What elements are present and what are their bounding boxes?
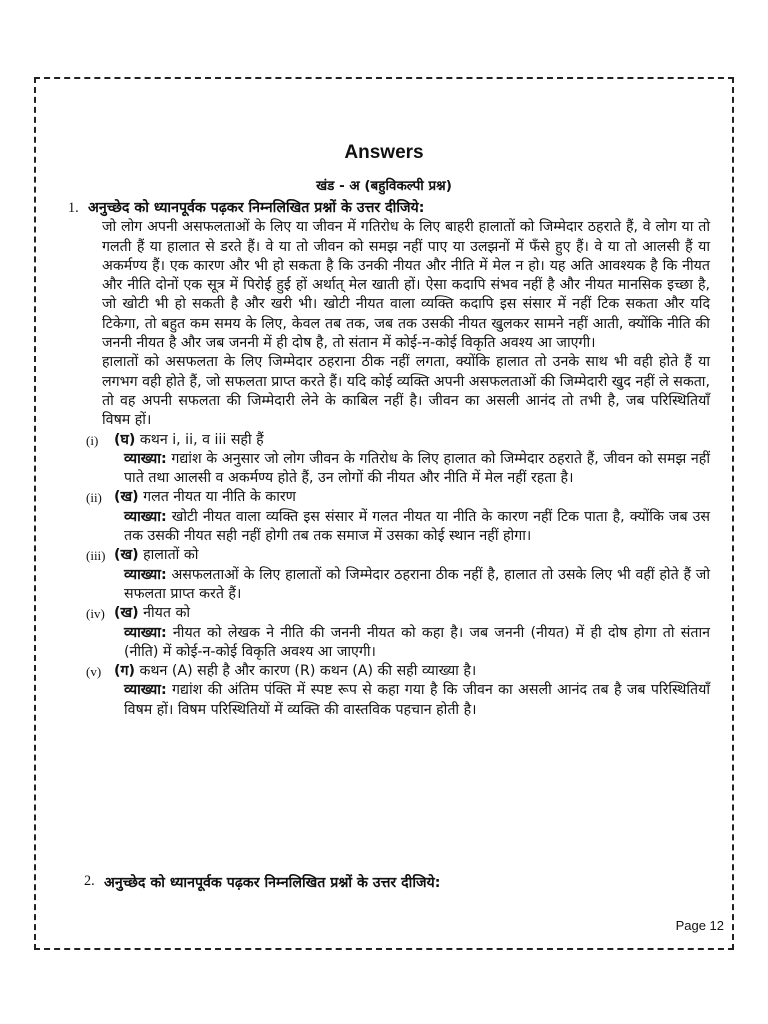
answer-item [86, 488, 711, 546]
answer-text: कथन i, ii, व iii सही हैं [139, 431, 264, 448]
explanation-text: गद्यांश की अंतिम पंक्ति में स्पष्ट रूप से कहा गया है कि जीवन का असली आनंद तब है जब परिस्थितियाँ विषम हों। विषम परिस्थितियों में व्यक्ति की वास्तविक पहचान होती है। [124, 682, 711, 718]
question-2-heading [84, 873, 441, 892]
explanation [124, 566, 710, 605]
answer-text: नीयत को [143, 605, 191, 622]
explanation-label: व्याख्या: [124, 682, 167, 699]
answer-number: (i) [86, 432, 99, 448]
answer-item [86, 662, 711, 720]
explanation [124, 624, 710, 663]
answer-number: (iii) [86, 548, 106, 564]
answer-item [86, 431, 710, 489]
explanation-label: व्याख्या: [124, 566, 167, 583]
explanation-label: व्याख्या: [124, 450, 167, 467]
answer-item [86, 546, 710, 604]
explanation-label: व्याख्या: [124, 624, 167, 641]
page-number: Page 12 [675, 918, 724, 933]
question-text: अनुच्छेद को ध्यानपूर्वक पढ़कर निम्नलिखित प्रश्नों के उत्तर दीजिये: [88, 200, 425, 216]
answer-number: (v) [86, 664, 102, 680]
explanation-text: खोटी नीयत वाला व्यक्ति इस संसार में गलत नीयत या नीति के कारण नहीं टिक पाता है, क्योंकि जब उस तक उसकी नीयत सही नहीं होगी तब तक समाज में उसका कोई स्थान नहीं होगा। [124, 508, 711, 545]
answer-option: (ख) [114, 547, 139, 564]
answer-option: (घ) [114, 431, 136, 448]
question-text: अनुच्छेद को ध्यानपूर्वक पढ़कर निम्नलिखित प्रश्नों के उत्तर दीजिये: [104, 875, 441, 891]
answer-text: गलत नीयत या नीति के कारण [143, 489, 296, 506]
passage [102, 218, 710, 430]
answer-text: हालातों को [143, 547, 199, 564]
answer-content [68, 199, 711, 720]
answer-number: (ii) [86, 490, 102, 506]
answer-option: (ख) [114, 489, 139, 506]
answer-option: (ग) [114, 663, 135, 680]
explanation [124, 681, 710, 720]
section-heading: खंड - अ (बहुविकल्पी प्रश्न) [316, 178, 452, 194]
question-number: 2. [84, 873, 95, 889]
answer-option: (ख) [114, 605, 139, 622]
passage-paragraph: हालातों को असफलता के लिए जिम्मेदार ठहराना ठीक नहीं लगता, क्योंकि हालात तो उनके साथ भी वही होते हैं या लगभग वही होते हैं, जो सफलता प्राप्त करते हैं। यदि कोई व्यक्ति अपनी असफलताओं की जिम्मेदारी खुद नहीं ले सकता, तो वह अपनी सफलता की जिम्मेदारी लेने के काबिल नहीं है। जीवन का असली आनंद तो तभी है, जब परिस्थितियाँ विषम हों। [102, 354, 710, 429]
explanation-label: व्याख्या: [124, 508, 167, 525]
explanation [124, 450, 710, 489]
answer-text: कथन (A) सही है और कारण (R) कथन (A) की सही व्याख्या है। [139, 663, 477, 680]
passage-paragraph: जो लोग अपनी असफलताओं के लिए या जीवन में गतिरोध के लिए बाहरी हालातों को जिम्मेदार ठहराते हैं, वे लोग या तो गलती हैं या हालात से डरते हैं। वे या तो जीवन को समझ नहीं पाए या उलझनों में फँसे हुए हैं। वे या तो आलसी हैं या अकर्मण्य हैं। एक कारण और भी हो सकता है कि उनकी नीयत और नीति में मेल न हो। यह अति आवश्यक है कि नीयत और नीति दोनों एक सूत्र में पिरोई हुई हों अर्थात् मेल खाती हों। ऐसा कदापि संभव नहीं है और नीयत मानसिक इच्छा है, जो खोटी भी हो सकती है और खरी भी। खोटी नीयत वाला व्यक्ति कदापि इस संसार में नहीं टिक सकता और यदि टिकेगा, तो बहुत कम समय के लिए, केवल तब तक, जब तक उसकी नीयत खुलकर सामने नहीं आती, क्योंकि नीति की जननी नीयत है और जब जननी में ही दोष है, तो संतान में कोई-न-कोई विकृति अवश्य आ जाएगी। [102, 219, 710, 352]
answer-list [88, 431, 710, 720]
answer-item [86, 604, 710, 662]
explanation-text: नीयत को लेखक ने नीति की जननी नीयत को कहा है। जब जननी (नीयत) में ही दोष होगा तो संतान (नीति) में कोई-न-कोई विकृति अवश्य आ जाएगी। [124, 624, 710, 660]
question-number: 1. [68, 200, 79, 216]
answer-number: (iv) [86, 606, 105, 622]
question-1-heading [68, 199, 710, 218]
explanation-text: गद्यांश के अनुसार जो लोग जीवन के गतिरोध के लिए हालात को जिम्मेदार ठहराते हैं, जीवन को समझ नहीं पाते तथा आलसी व अकर्मण्य होते हैं, उन लोगों की नीयत और नीति में मेल नहीं रहता है। [124, 450, 710, 487]
page-title: Answers [344, 142, 424, 163]
explanation [124, 508, 710, 547]
explanation-text: असफलताओं के लिए हालातों को जिम्मेदार ठहराना ठीक नहीं है, हालात तो उसके लिए भी वहीं होते हैं जो सफलता प्राप्त करते हैं। [124, 566, 710, 602]
